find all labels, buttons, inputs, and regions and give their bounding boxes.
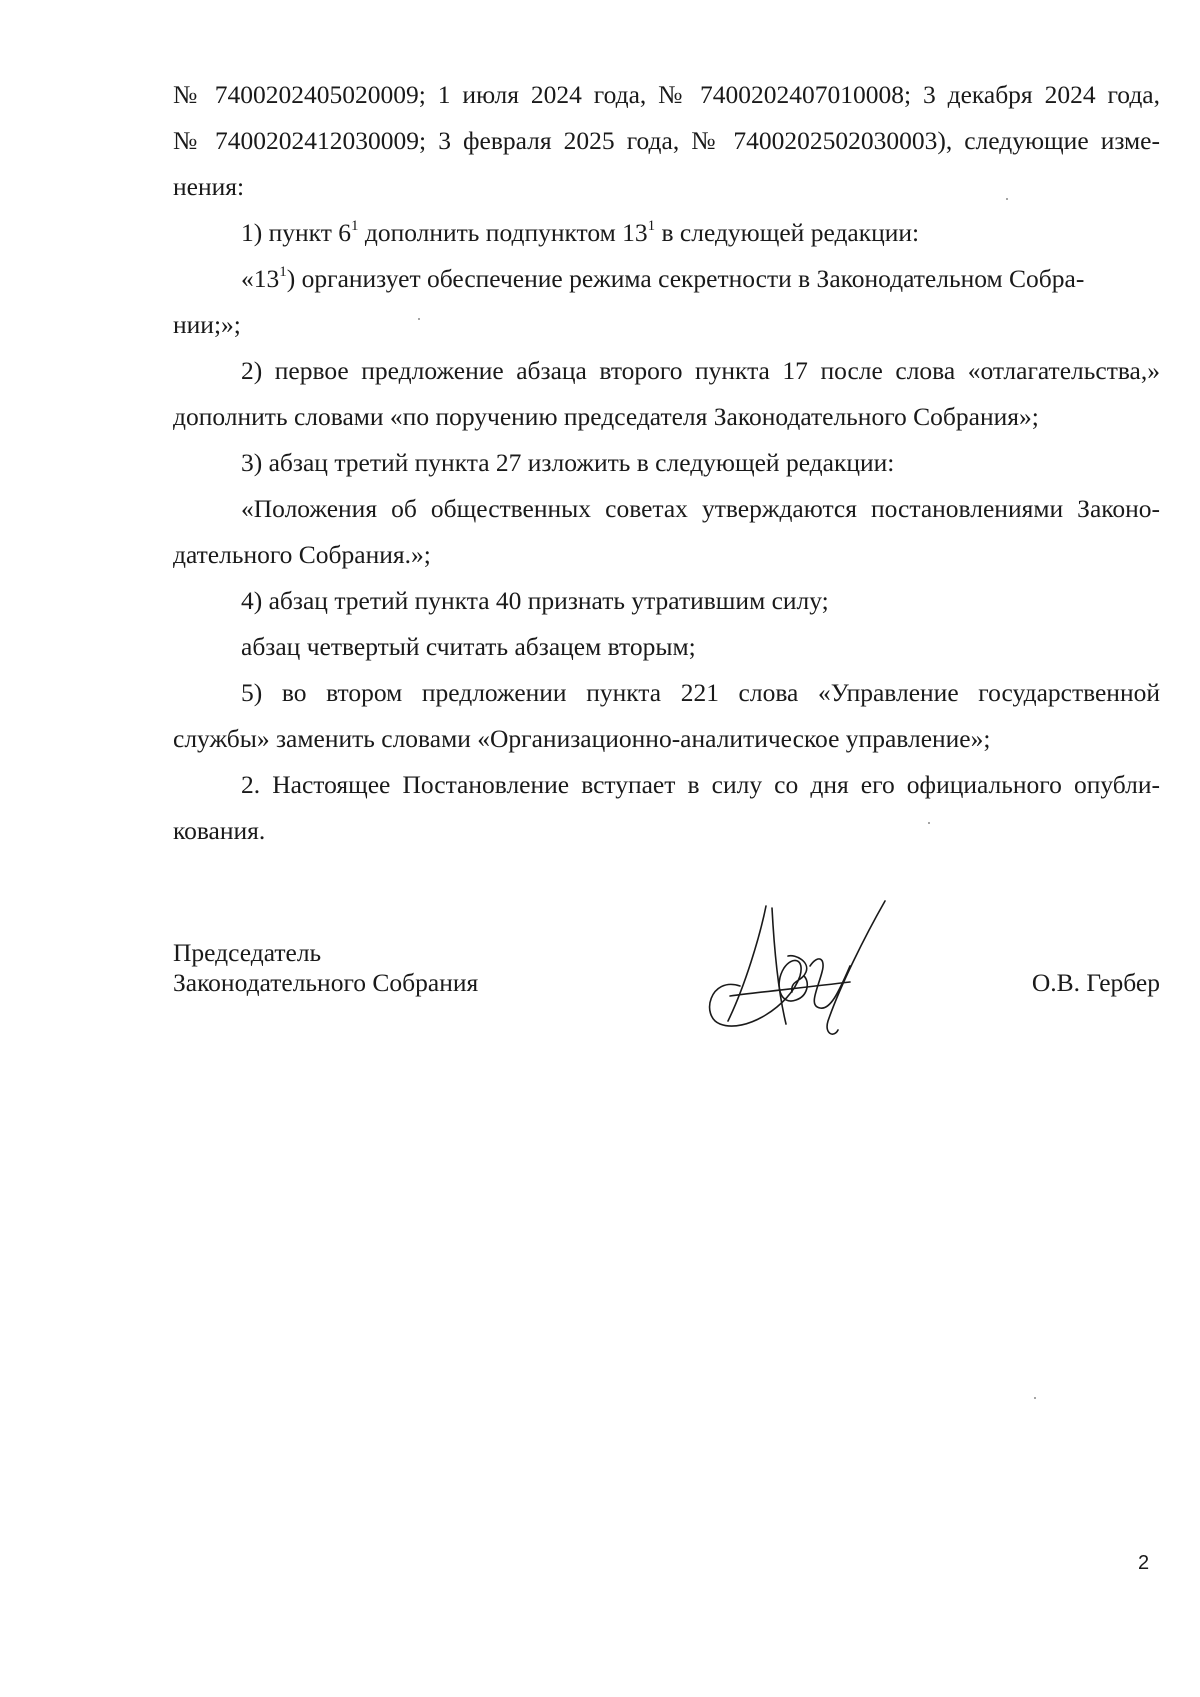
- scan-speck: [1034, 1397, 1036, 1399]
- document-body: [173, 72, 1160, 854]
- paragraph-line: № 7400202412030009; 3 февраля 2025 года, № 7400202502030003), следующие изме-: [173, 126, 1160, 155]
- quoted-text: «Положения об общественных советах утверждаются постановлениями Законо-: [241, 494, 1160, 523]
- signatory-title-line: Законодательного Собрания: [173, 968, 479, 997]
- page-number: 2: [1138, 1552, 1150, 1574]
- amendment-item-1: 1) пункт $6^1$ дополнить подпунктом $13^1$ в следующей редакции:: [241, 218, 920, 247]
- amendment-item-2: 2) первое предложение абзаца второго пункта 17 после слова «отлагательства,»: [241, 356, 1160, 385]
- amendment-item-3: 3) абзац третий пункта 27 изложить в следующей редакции:: [241, 448, 895, 477]
- signatory-title-line: Председатель: [173, 938, 322, 967]
- paragraph-line: дополнить словами «по поручению председателя Законодательного Собрания»;: [173, 402, 1039, 431]
- quoted-text: «$13^1$) организует обеспечение режима секретности в Законодательном Собра-: [241, 264, 1085, 293]
- paragraph-line: абзац четвертый считать абзацем вторым;: [241, 632, 696, 661]
- paragraph-line: нения:: [173, 172, 245, 201]
- paragraph-line: нии;»;: [173, 310, 241, 339]
- paragraph-line: службы» заменить словами «Организационно-аналитическое управление»;: [173, 724, 991, 753]
- signatory-name: О.В. Гербер: [1031, 968, 1160, 997]
- signatory-title: [173, 938, 478, 998]
- scan-speck: [418, 318, 420, 320]
- scan-speck: [928, 822, 930, 824]
- final-provision: 2. Настоящее Постановление вступает в силу со дня его официального опубли-: [241, 770, 1160, 799]
- scan-speck: [1006, 198, 1008, 200]
- amendment-item-4: 4) абзац третий пункта 40 признать утратившим силу;: [241, 586, 829, 615]
- paragraph-line: № 7400202405020009; 1 июля 2024 года, № 7400202407010008; 3 декабря 2024 года,: [173, 80, 1160, 109]
- amendment-item-5: 5) во втором предложении пункта 221 слова «Управление государственной: [241, 678, 1160, 707]
- paragraph-line: дательного Собрания.»;: [173, 540, 431, 569]
- handwritten-signature: [700, 896, 910, 1041]
- paragraph-line: кования.: [173, 816, 266, 845]
